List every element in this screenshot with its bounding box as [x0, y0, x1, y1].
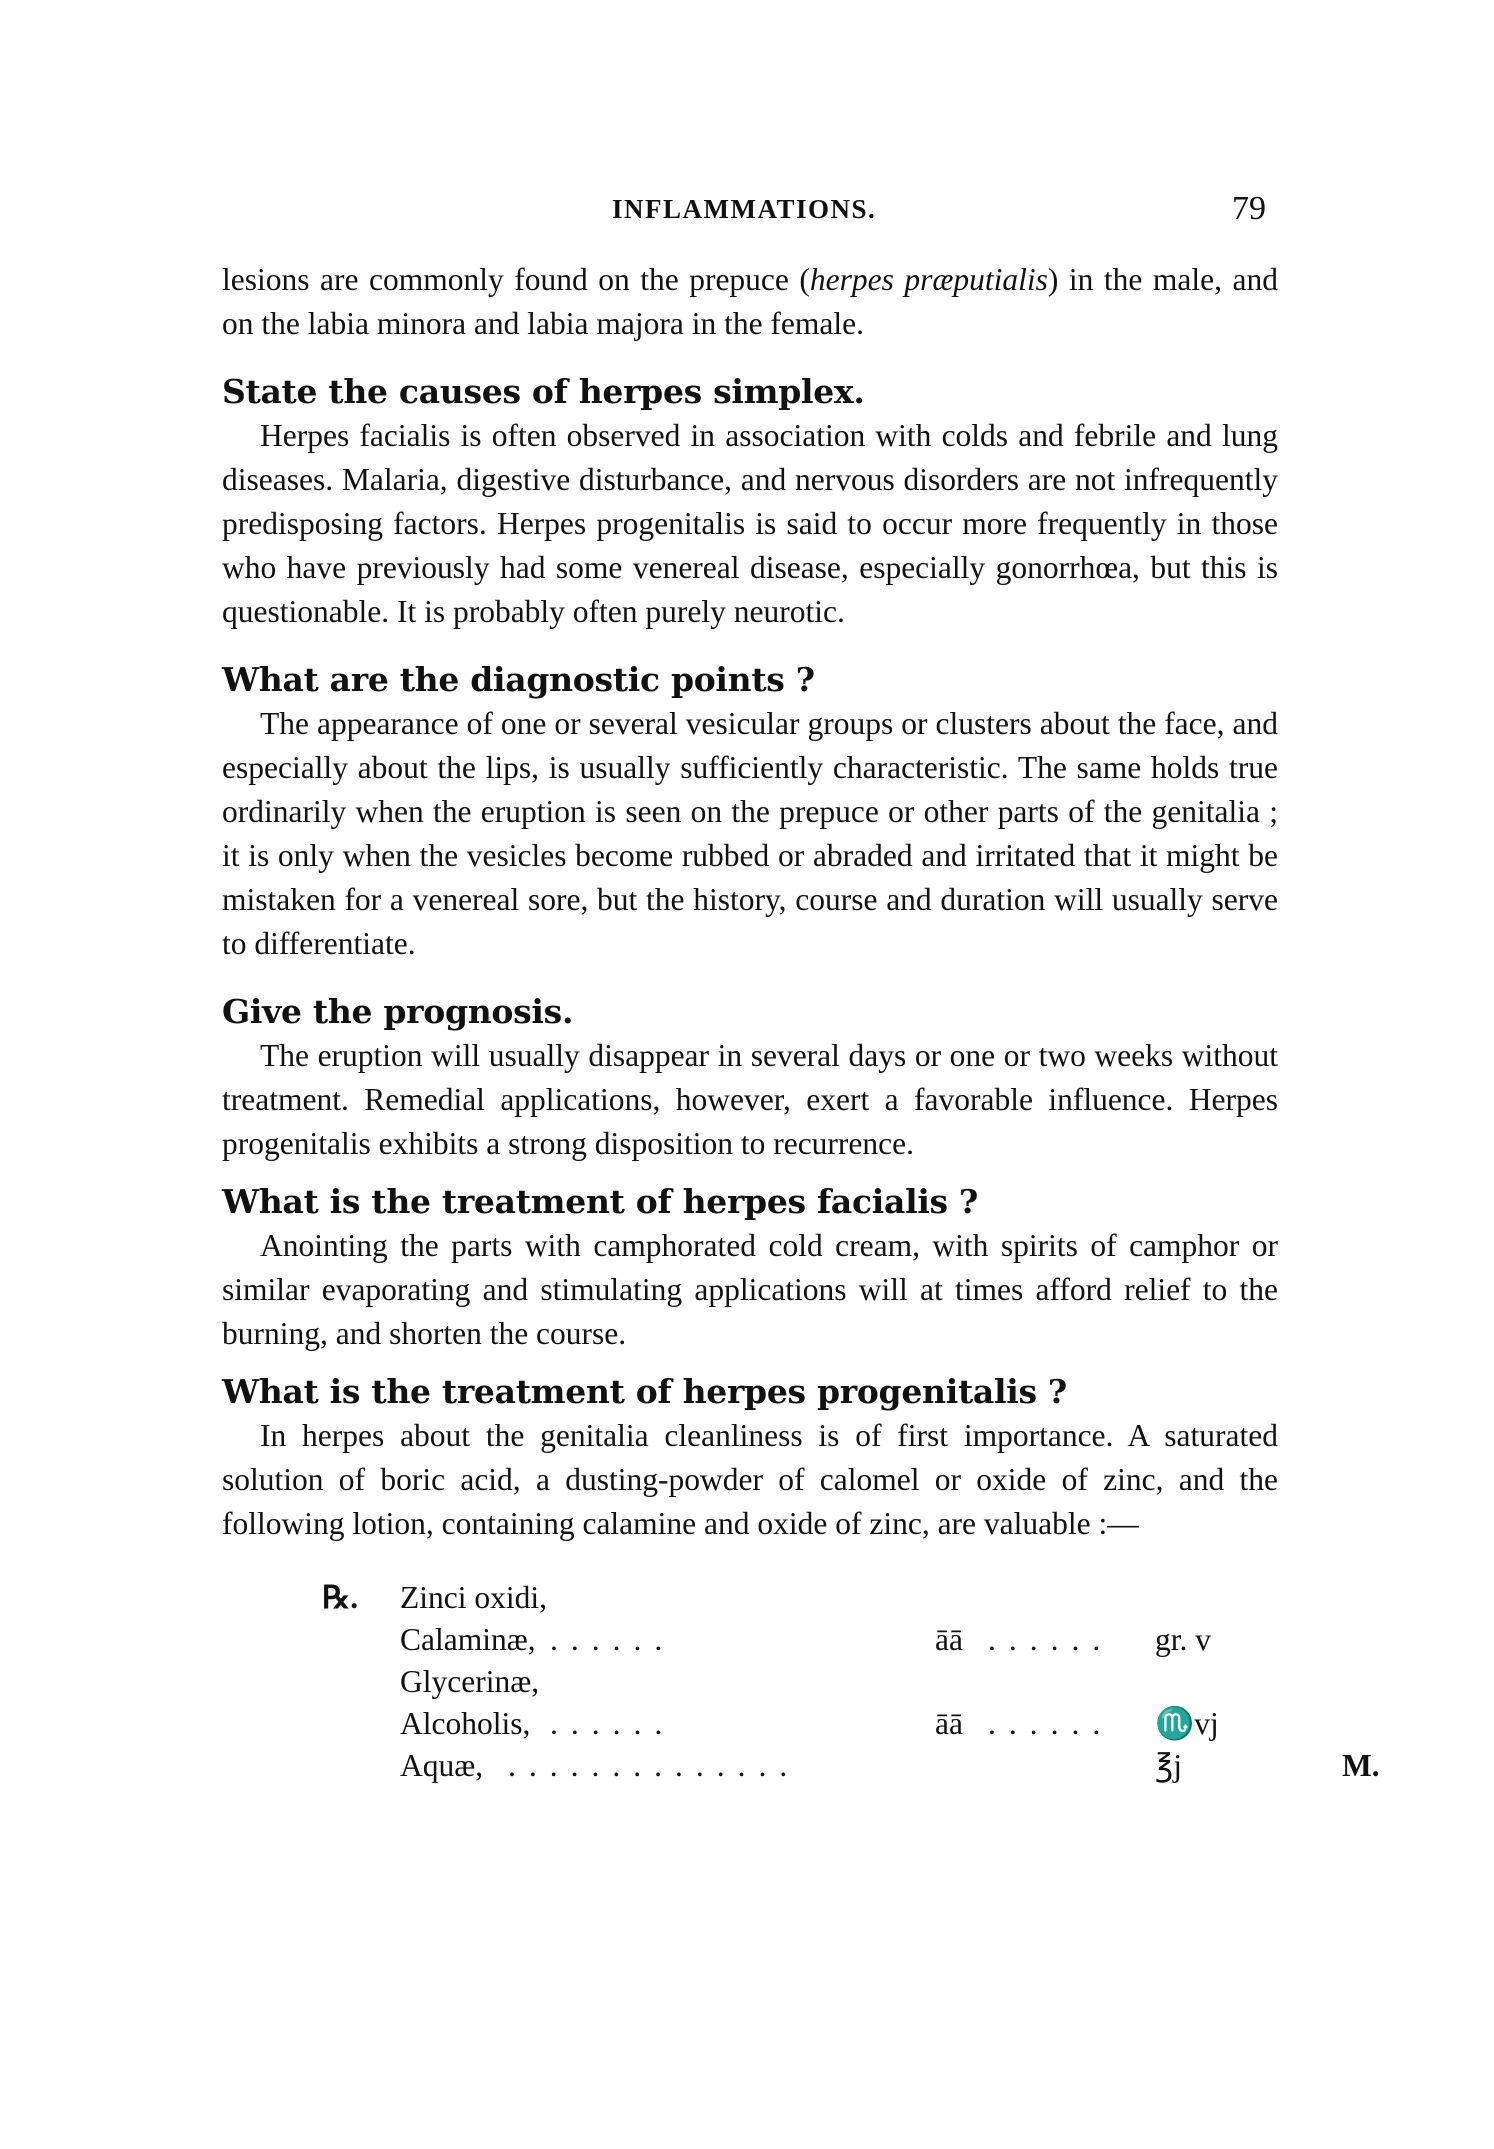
ingredient-name: Calaminæ,	[400, 1622, 536, 1657]
text-column	[222, 258, 1380, 1796]
leader-dots: ..............	[508, 1748, 801, 1783]
recipe-symbol-icon: ℞.	[322, 1580, 359, 1615]
prescription-row	[400, 1576, 1300, 1620]
leader-dots: ......	[550, 1706, 676, 1741]
intro-text: lesions are commonly found on the prepuce (	[222, 262, 810, 297]
ingredient-name: Zinci oxidi,	[400, 1580, 547, 1615]
latin-term: herpes præputialis	[809, 262, 1048, 297]
ana-abbreviation: āā	[935, 1622, 963, 1657]
section-body-prognosis: The eruption will usually disappear in several days or one or two weeks without treatment. Remedial applications, however, exert a favorable influence. Herpes progenitalis exhibits a strong disposition to recurrence.	[222, 1038, 1278, 1161]
ingredient-quantity: gr. v	[1155, 1622, 1212, 1657]
ingredient-quantity: ♏vj	[1155, 1706, 1219, 1741]
ana-abbreviation: āā	[935, 1706, 963, 1741]
leader-dots: ......	[988, 1706, 1114, 1741]
intro-paragraph	[222, 258, 1278, 346]
page-number: 79	[1232, 190, 1266, 227]
section-heading-causes: State the causes of herpes simplex.	[222, 372, 865, 411]
leader-dots: ......	[988, 1622, 1114, 1657]
section-heading-treatment-progenitalis: What is the treatment of herpes progenitalis ?	[222, 1372, 1067, 1411]
section-body-treatment-progenitalis: In herpes about the genitalia cleanliness is of first importance. A saturated solution of boric acid, a dusting-powder of calomel or oxide of zinc, and the following lotion, containing calamine and oxide of zinc, are valuable :—	[222, 1418, 1278, 1541]
section-body-treatment-facialis: Anointing the parts with camphorated cold cream, with spirits of camphor or similar evaporating and stimulating applications will at times afford relief to the burning, and shorten the course.	[222, 1228, 1278, 1351]
section-body-causes: Herpes facialis is often observed in association with colds and febrile and lung diseases. Malaria, digestive disturbance, and nervous disorders are not infrequently predisposing factors. Herpes progenitalis is said to occur more frequently in those who have previously had some venereal disease, especially gonorrhœa, but this is questionable. It is probably often purely neurotic.	[222, 418, 1278, 629]
ingredient-name: Glycerinæ,	[400, 1664, 540, 1699]
intro-text-end: ) in the male, and on the labia minora and labia majora in the female.	[222, 262, 1278, 341]
misce-instruction: M.	[1342, 1748, 1380, 1783]
ingredient-quantity: ℥j	[1155, 1748, 1182, 1783]
prescription-row	[400, 1702, 1300, 1746]
prescription-row	[400, 1660, 1300, 1704]
section-heading-prognosis: Give the prognosis.	[222, 992, 574, 1031]
prescription-row	[400, 1744, 1380, 1788]
running-head	[222, 190, 1278, 230]
prescription-row	[400, 1618, 1300, 1662]
section-heading-diagnostic: What are the diagnostic points ?	[222, 660, 815, 699]
leader-dots: ......	[550, 1622, 676, 1657]
prescription	[222, 1576, 1380, 1796]
ingredient-name: Alcoholis,	[400, 1706, 531, 1741]
running-title: INFLAMMATIONS.	[612, 194, 877, 224]
section-body-diagnostic: The appearance of one or several vesicular groups or clusters about the face, and especially about the lips, is usually sufficiently characteristic. The same holds true ordinarily when the eruption is seen on the prepuce or other parts of the genitalia ; it is only when the vesicles become rubbed or abraded and irritated that it might be mistaken for a venereal sore, but the history, course and duration will usually serve to differentiate.	[222, 706, 1278, 961]
section-heading-treatment-facialis: What is the treatment of herpes facialis ?	[222, 1182, 979, 1221]
ingredient-name: Aquæ,	[400, 1748, 484, 1783]
